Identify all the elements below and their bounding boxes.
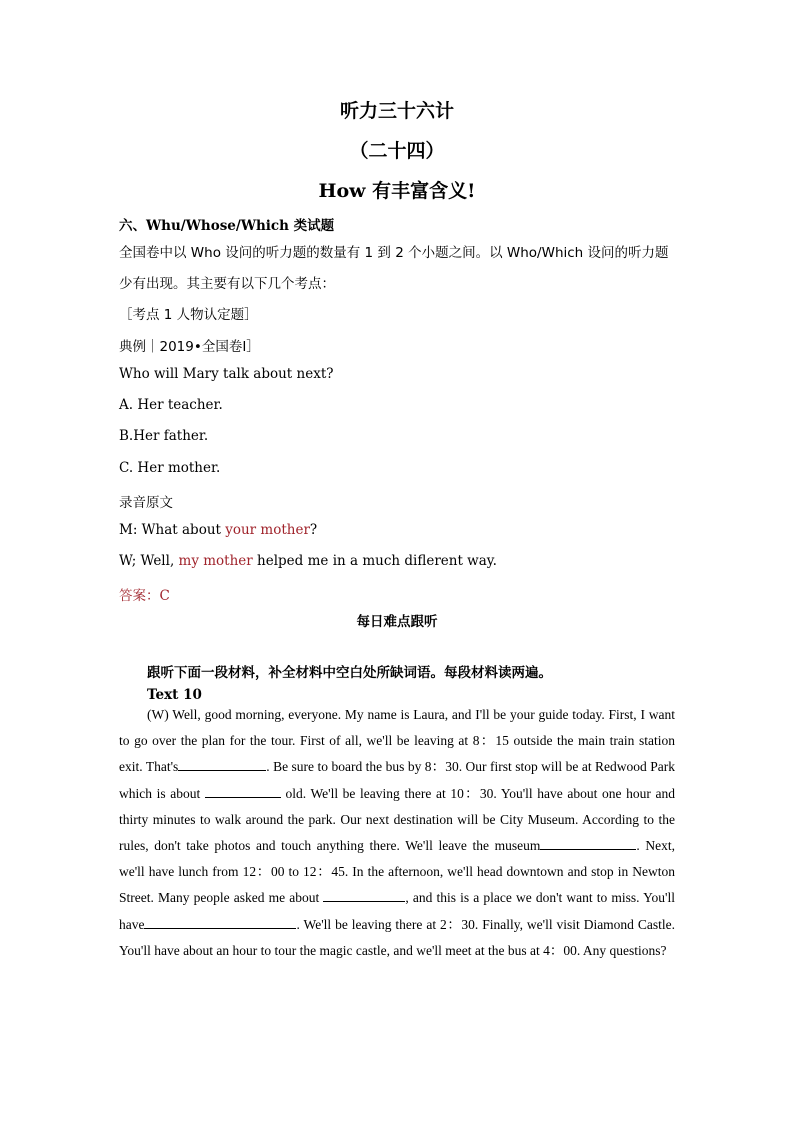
daily-heading: 每日难点跟听: [356, 614, 438, 630]
w-highlight: my mother: [178, 553, 253, 569]
transcript-m-line: [119, 522, 317, 538]
option-a: A. Her teacher.: [119, 397, 223, 413]
w-prefix: W; Well,: [119, 553, 179, 569]
w-suffix: helped me in a much diflerent way.: [252, 553, 497, 569]
daily-instruction: 跟听下面一段材料，补全材料中空白处所缺词语。每段材料读两遍。: [147, 665, 552, 681]
text-title: Text 10: [147, 687, 202, 703]
intro-line-1: 全国卷中以 Who 设问的听力题的数量有 1 到 2 个小题之间。以 Who/Which 设问的听力题: [119, 245, 669, 261]
transcript-w-line: [119, 553, 497, 569]
blank-5[interactable]: [144, 916, 296, 929]
m-suffix: ?: [309, 522, 318, 538]
blank-1[interactable]: [178, 758, 266, 771]
example-tag: 典例｜2019•全国卷Ⅰ］: [119, 339, 260, 355]
m-highlight: your mother: [225, 522, 310, 538]
sub-title: （二十四）: [349, 140, 445, 162]
answer-value: C: [159, 588, 170, 604]
intro-line-2: 少有出现。其主要有以下几个考点：: [119, 276, 335, 292]
passage-part-1: (W) Well, good morning, everyone. My name is Laura, and I'll be your guide today. First, I want to go over the plan for the tour. First of all, we'll be leaving at 8：15 outside the main train station exit. That's: [119, 707, 675, 775]
m-prefix: M: What about: [119, 522, 226, 538]
passage-part-5: , and this is a place we don't want to miss. You'll have: [119, 890, 675, 932]
answer-line: [119, 584, 170, 604]
passage-part-2: . Be sure to board the bus by 8：30. Our first stop will be at Redwood Park which is about: [119, 759, 675, 801]
main-title: 听力三十六计: [339, 100, 454, 122]
topic-title: How 有丰富含义!: [318, 180, 476, 202]
blank-4[interactable]: [323, 889, 405, 902]
blank-3[interactable]: [540, 837, 636, 850]
answer-label: 答案：: [119, 588, 160, 604]
option-c: C. Her mother.: [119, 460, 221, 476]
section-heading: 六、Whu/Whose/Which 类试题: [119, 218, 335, 234]
kaodian-label: ［考点 1 人物认定题］: [119, 307, 258, 323]
passage-part-6: . We'll be leaving there at 2：30. Finally, we'll visit Diamond Castle. You'll have about an hour to tour the magic castle, and we'll meet at the bus at 4：00. Any questions?: [119, 916, 675, 958]
option-b: B.Her father.: [119, 428, 209, 444]
transcript-label: 录音原文: [119, 495, 173, 511]
passage-paragraph: [119, 702, 675, 964]
passage-part-3: old. We'll be leaving there at 10：30. You'll have about one hour and thirty minutes to walk around the park. Our next destination will be City Museum. According to the rules, don't take photos and touch anything there. We'll leave the museum: [119, 785, 675, 854]
blank-2[interactable]: [205, 785, 281, 798]
passage-part-4: . Next, we'll have lunch from 12：00 to 12：45. In the afternoon, we'll head downtown and stop in Newton Street. Many people asked me about: [119, 838, 675, 906]
question-text: Who will Mary talk about next?: [119, 366, 334, 382]
